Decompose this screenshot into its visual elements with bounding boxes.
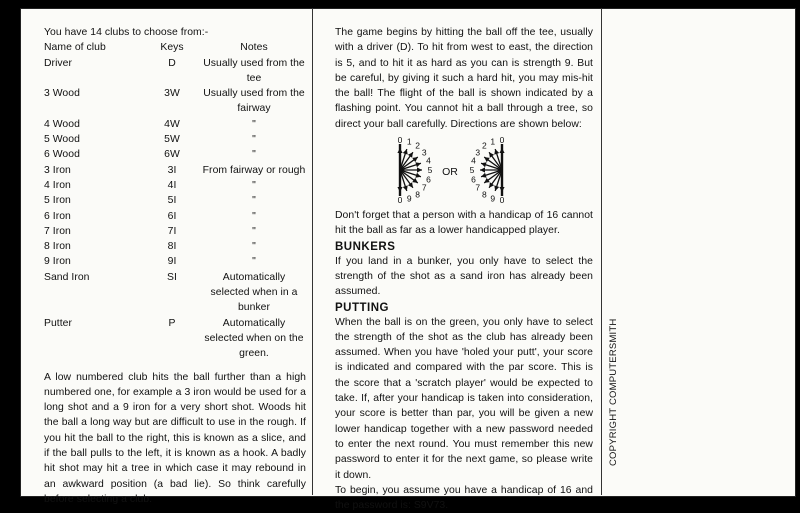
left-label: 0 (397, 195, 403, 206)
club-row (44, 270, 306, 316)
club-row (44, 239, 306, 254)
club-key: P (168, 317, 176, 329)
club-name: Putter (44, 317, 73, 329)
club-row (44, 254, 306, 269)
right-arrowhead (489, 152, 494, 158)
clubs-panel (44, 25, 306, 507)
header-notes: Notes (240, 42, 268, 54)
club-name: 3 Iron (44, 164, 71, 176)
right-arrowhead (499, 187, 504, 192)
right-arrowhead (489, 182, 494, 188)
copyright-notice: COPYRIGHT COMPUTERSMITH (608, 318, 619, 466)
club-name: Sand Iron (44, 271, 90, 283)
club-key: 3W (164, 88, 180, 100)
right-label: 0 (499, 195, 505, 206)
right-label: 9 (490, 193, 496, 204)
club-name: 5 Iron (44, 195, 71, 207)
gameplay-panel (335, 25, 593, 513)
club-name: Driver (44, 57, 73, 69)
putting-text: When the ball is on the green, you only have to select the strength of the shot as the club has already been assumed. When you have 'holed your putt', your score is indicated and compared with the par score. This is the score that a 'scratch player' would be expected to take. If, after your handicap is taken into consideration, your score is better than par, you will be given a new lower handicap together with a new password needed to enter the next round. You must remember this new password to enter it for the next game, so please write it down. (335, 316, 593, 481)
club-row (44, 132, 306, 147)
right-label: 8 (481, 189, 487, 200)
club-key: 5W (164, 134, 180, 146)
club-note: " (252, 256, 256, 268)
club-note: Usually used from the tee (203, 57, 305, 84)
right-fan (470, 137, 505, 205)
right-arrowhead (499, 148, 504, 153)
left-label: 3 (421, 147, 427, 158)
left-arrowhead (408, 152, 413, 158)
fold-line-1 (312, 8, 313, 495)
club-key: 8I (167, 241, 177, 253)
club-key: 7I (167, 225, 177, 237)
compass-or-label: OR (442, 166, 458, 179)
left-arrowhead (408, 182, 413, 188)
left-arrowhead (412, 178, 418, 183)
left-label: 5 (427, 165, 433, 176)
club-name: 4 Wood (44, 118, 80, 130)
intro-paragraph: The game begins by hitting the ball off the tee, usually with a driver (D). To hit from west to east, the direction is 5, and to hit it as hard as you can is strength 9. But be careful, by giving it such a hard hit, you may mis-hit the ball! The flight of the ball is shown indicated by a flashing point. You cannot hit a ball through a tree, so direct your ball carefully. Directions are shown below: (335, 27, 593, 130)
club-row (44, 209, 306, 224)
club-note: " (252, 179, 256, 191)
direction-diagram (380, 137, 520, 205)
right-arrowhead (484, 157, 490, 162)
club-note: " (252, 210, 256, 222)
putting-heading: PUTTING (335, 301, 389, 314)
club-name: 7 Iron (44, 225, 71, 237)
left-arrowhead (397, 187, 402, 192)
club-key: D (168, 57, 176, 69)
right-label: 0 (499, 137, 505, 146)
club-note: " (252, 195, 256, 207)
club-name: 3 Wood (44, 88, 80, 100)
fold-line-2 (601, 8, 602, 495)
handicap-note: Don't forget that a person with a handicap of 16 cannot hit the ball as far as a lower handicapped player. (335, 210, 593, 237)
club-note: Automatically selected when on the green. (204, 317, 304, 360)
club-name: 8 Iron (44, 241, 71, 253)
club-note: Automatically selected when in a bunker (210, 271, 298, 314)
club-row (44, 178, 306, 193)
left-label: 8 (415, 189, 421, 200)
clubs-table (44, 40, 306, 361)
header-keys: Keys (160, 42, 184, 54)
right-label: 2 (481, 140, 487, 151)
club-row (44, 316, 306, 362)
club-name: 4 Iron (44, 179, 71, 191)
right-label: 7 (475, 182, 481, 193)
club-note: " (252, 149, 256, 161)
club-row (44, 163, 306, 178)
club-note: " (252, 225, 256, 237)
club-key: 9I (167, 256, 177, 268)
left-label: 1 (406, 137, 412, 147)
left-arrowhead (412, 157, 418, 162)
club-note: Usually used from the fairway (203, 88, 305, 115)
clubs-explanation: A low numbered club hits the ball further than a high numbered one, for example a 3 iron would be used for a long shot and a 9 iron for a very short shot. Woods hit the ball a long way but are difficult to use in the rough. If you hit the ball to the right, this is known as a slice, and if the ball pulls to the left, it is known as a hook. A badly hit shot may hit a tree in which case it may rebound in an awkward position (a bad lie). So think carefully before selecting a club. (44, 371, 306, 505)
left-label: 4 (426, 155, 431, 166)
club-key: 5I (167, 195, 177, 207)
club-row (44, 56, 306, 87)
club-key: 4W (164, 118, 180, 130)
club-row (44, 117, 306, 132)
right-label: 4 (471, 155, 476, 166)
right-label: 1 (490, 137, 496, 147)
club-note: " (252, 118, 256, 130)
club-name: 6 Iron (44, 210, 71, 222)
left-label: 2 (415, 140, 421, 151)
left-arrowhead (397, 148, 402, 153)
right-label: 6 (471, 174, 476, 185)
bunkers-text: If you land in a bunker, you only have to select the strength of the shot as a sand iron has already been assumed. (335, 255, 593, 298)
club-key: SI (167, 271, 177, 283)
right-arrowhead (480, 167, 485, 172)
clubs-table-header (44, 40, 306, 55)
club-row (44, 193, 306, 208)
left-label: 0 (397, 137, 403, 146)
club-row (44, 147, 306, 162)
club-name: 9 Iron (44, 256, 71, 268)
right-label: 3 (475, 147, 481, 158)
left-fan (397, 137, 432, 205)
club-key: 3I (167, 164, 177, 176)
clubs-intro: You have 14 clubs to choose from:- (44, 27, 209, 38)
club-note: " (252, 241, 256, 253)
bunkers-heading: BUNKERS (335, 240, 396, 253)
club-key: 4I (167, 179, 177, 191)
club-name: 6 Wood (44, 149, 80, 161)
left-label: 9 (406, 193, 412, 204)
header-name: Name of club (44, 42, 106, 54)
club-name: 5 Wood (44, 134, 80, 146)
club-note: From fairway or rough (202, 164, 306, 176)
left-label: 6 (426, 174, 431, 185)
club-note: " (252, 134, 256, 146)
right-label: 5 (469, 165, 475, 176)
left-arrowhead (417, 167, 422, 172)
club-row (44, 86, 306, 117)
right-arrowhead (484, 178, 490, 183)
club-key: 6W (164, 149, 180, 161)
start-text: To begin, you assume you have a handicap of 16 and the password is: S9V73. (335, 484, 593, 512)
left-label: 7 (421, 182, 427, 193)
club-key: 6I (167, 210, 177, 222)
club-row (44, 224, 306, 239)
